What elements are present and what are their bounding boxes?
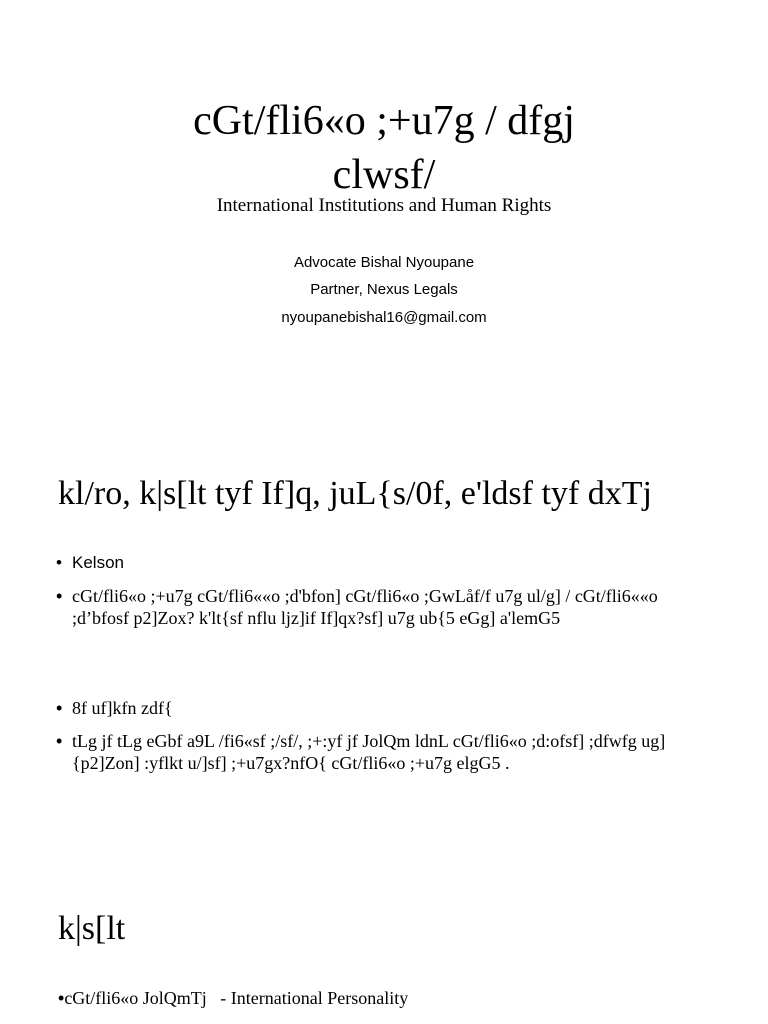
list-item-text: Kelson [72, 553, 124, 572]
author-email: nyoupanebishal16@gmail.com [281, 309, 487, 326]
list-item-text: cGt/fli6«o JolQmTj - International Personality [64, 988, 409, 1008]
slide-title-line-2: clwsf/ [332, 152, 436, 198]
list-item-text: 8f uf]kfn zdf{ [72, 698, 173, 718]
slide-title-line-1: cGt/fli6«o ;+u7g / dfgj [193, 98, 575, 144]
list-item-text: cGt/fli6«o ;+u7g cGt/fli6««o ;d'bfon] cGt/fli6«o ;GwLåf/f u7g ul/g] / cGt/fli6««o ;d’bfosf p2]Zox? k'lt{sf nflu ljz]if If]qx?sf] u7g ub{5 eGg] a'lemG5 [72, 586, 658, 628]
section-heading: kl/ro, k|s[lt tyf If]q, juL{s/0f, e'ldsf tyf dxTj [58, 475, 652, 512]
bullet-icon: • [56, 698, 63, 718]
bullet-icon: • [58, 988, 65, 1008]
section-heading-2: k|s[lt [58, 910, 126, 947]
list-item [58, 988, 408, 1009]
bullet-icon: • [56, 731, 63, 751]
list-item-text: tLg jf tLg eGbf a9L /fi6«sf ;/sf/, ;+:yf jf JolQm ldnL cGt/fli6«o ;d:ofsf] ;dfwfg ug]{p2]Zon] :yflkt u/]sf] ;+u7gx?nfO{ cGt/fli6«o ;+u7g elgG5 . [72, 731, 666, 773]
list-item [56, 585, 716, 629]
bullet-icon: • [56, 586, 63, 606]
author-name: Advocate Bishal Nyoupane [293, 254, 475, 271]
list-item [56, 730, 716, 774]
bullet-icon: • [56, 553, 62, 572]
author-title: Partner, Nexus Legals [310, 281, 458, 298]
list-item [56, 552, 716, 574]
list-item [56, 697, 716, 719]
slide-subtitle: International Institutions and Human Rights [216, 195, 552, 216]
title-slide [0, 0, 768, 420]
